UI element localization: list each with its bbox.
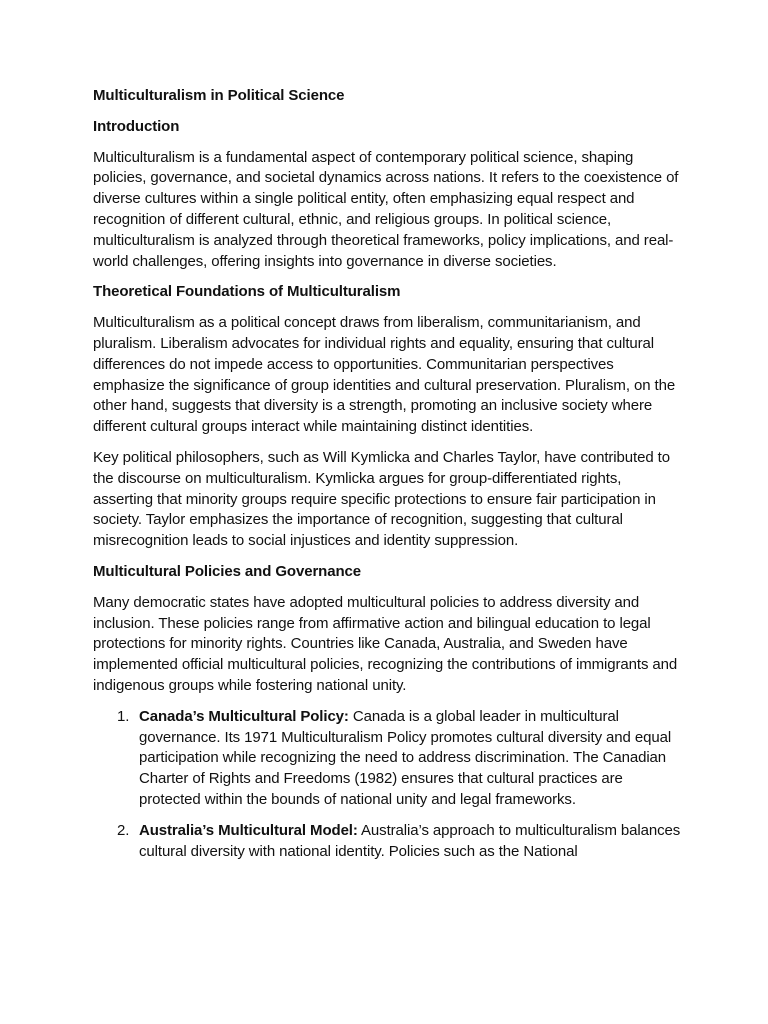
list-item-text: Australia’s approach to multiculturalism balances cultural diversity with national identity. Policies such as the National — [139, 821, 681, 860]
document-title: Multiculturalism in Political Science — [93, 87, 345, 104]
list-item-lead: Canada’s Multicultural Policy: — [139, 707, 349, 725]
list-item-canada — [93, 707, 683, 811]
introduction-paragraph: Multiculturalism is a fundamental aspect of contemporary political science, shaping policies, governance, and societal dynamics across nations. It refers to the coexistence of diverse cultures within a single political entity, often emphasizing equal respect and recognition of different cultural, ethnic, and religious groups. In political science, multiculturalism is analyzed through theoretical frameworks, policy implications, and real-world challenges, offering insights into governance in diverse societies. — [93, 148, 679, 270]
section-heading-theoretical-foundations: Theoretical Foundations of Multiculturalism — [93, 283, 401, 301]
theoretical-paragraph-1: Multiculturalism as a political concept draws from liberalism, communitarianism, and pluralism. Liberalism advocates for individual rights and equality, ensuring that cultural differences do not impede access to opportunities. Communitarian perspectives emphasize the significance of group identities and cultural preservation. Pluralism, on the other hand, suggests that diversity is a strength, promoting an inclusive society where different cultural groups interact while maintaining distinct identities. — [93, 314, 676, 436]
list-item-number: 2. — [117, 821, 130, 839]
list-item-lead: Australia’s Multicultural Model: — [139, 821, 358, 839]
theoretical-paragraph-2: Key political philosophers, such as Will Kymlicka and Charles Taylor, have contributed to the discourse on multiculturalism. Kymlicka argues for group-differentiated rights, asserting that minority groups require specific protections to ensure fair participation in society. Taylor emphasizes the importance of recognition, suggesting that cultural misrecognition leads to social injustices and identity suppression. — [93, 448, 670, 550]
list-item-text: Canada is a global leader in multicultural governance. Its 1971 Multiculturalism Policy promotes cultural diversity and equal participation while recognizing the need to address discrimination. The Canadian Charter of Rights and Freedoms (1982) ensures that cultural practices are protected within the bounds of national unity and legal frameworks. — [139, 707, 672, 808]
list-item-number: 1. — [117, 707, 130, 725]
policies-paragraph: Many democratic states have adopted multicultural policies to address diversity and inclusion. These policies range from affirmative action and bilingual education to legal protections for minority rights. Countries like Canada, Australia, and Sweden have implemented official multicultural policies, recognizing the contributions of immigrants and indigenous groups while fostering national unity. — [93, 593, 678, 694]
section-heading-introduction: Introduction — [93, 117, 180, 135]
policies-list — [93, 707, 683, 863]
list-item-australia — [93, 821, 683, 863]
section-heading-policies: Multicultural Policies and Governance — [93, 562, 362, 580]
document-page — [93, 86, 683, 872]
